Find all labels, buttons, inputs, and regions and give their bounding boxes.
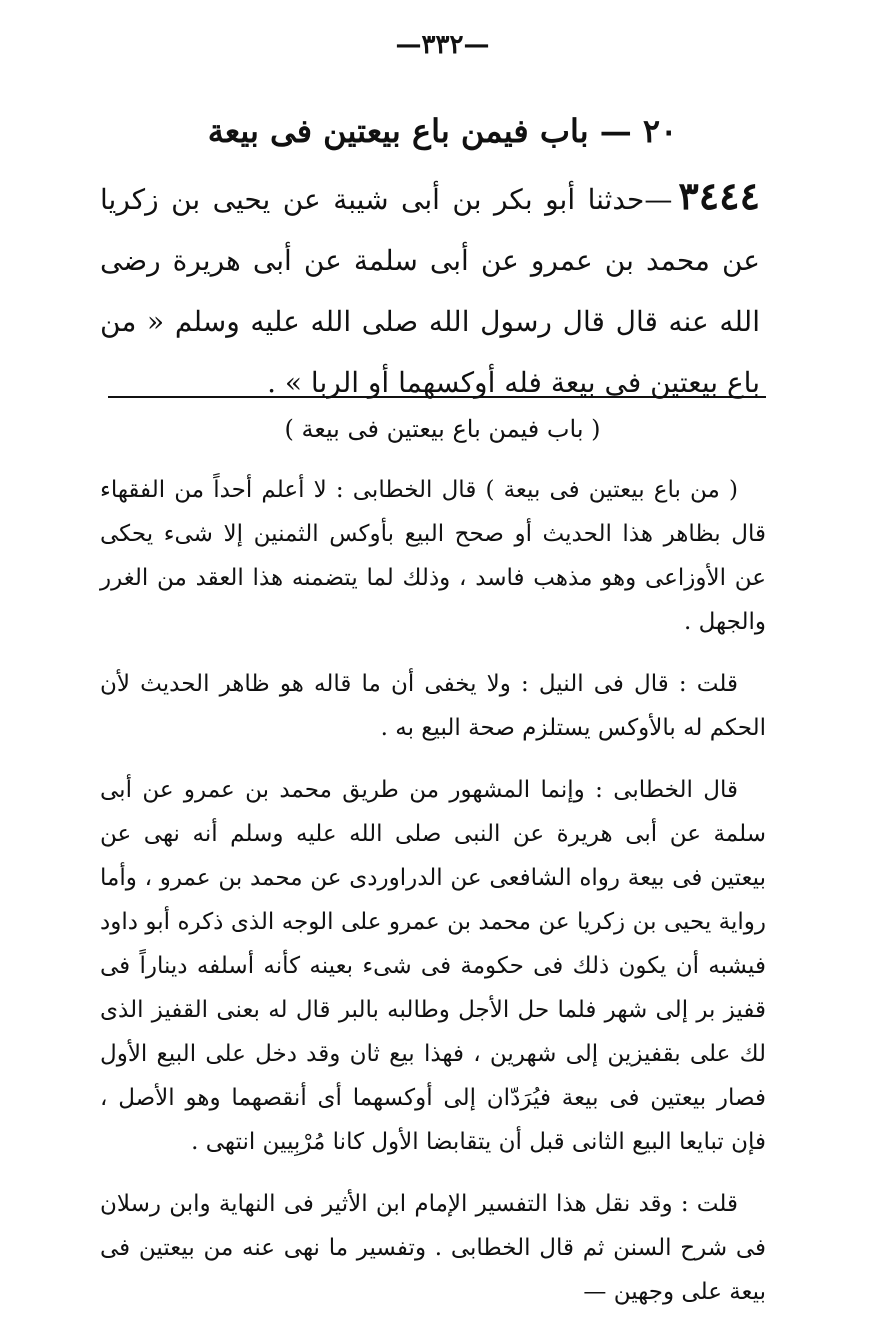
hadith-block <box>100 165 760 413</box>
commentary-heading: ( باب فيمن باع بيعتين فى بيعة ) <box>284 415 601 443</box>
page-number: —٣٣٢— <box>395 30 490 60</box>
commentary-paragraph: قلت : قال فى النيل : ولا يخفى أن ما قاله هو ظاهر الحديث لأن الحكم له بالأوكس يستلزم صحة البيع به . <box>100 671 766 741</box>
hadith-number: ٣٤٤٤ <box>678 173 760 218</box>
commentary-paragraph: قال الخطابى : وإنما المشهور من طريق محمد بن عمرو عن أبى سلمة عن أبى هريرة عن النبى صلى الله عليه وسلم أنه نهى عن بيعتين فى بيعة رواه الشافعى عن الدراوردى عن محمد بن عمرو ، وأما رواية يحيى بن زكريا عن محمد بن عمرو على الوجه الذى ذكره أبو داود فيشبه أن يكون ذلك فى حكومة فى شىء بعينه كأنه أسلفه ديناراً فى قفيز بر إلى شهر فلما حل الأجل وطالبه بالبر قال له بعنى القفيز الذى لك على بقفيزين إلى شهرين ، فهذا بيع ثان وقد دخل على البيع الأول فصار بيعتين فى بيعة فيُرَدّان إلى أوكسهما أى أنقصهما وهو الأصل ، فإن تبايعا البيع الثانى قبل أن يتقابضا الأول كانا مُرْبِيين انتهى . <box>100 777 766 1155</box>
divider-line <box>108 396 766 398</box>
commentary-paragraph: ( من باع بيعتين فى بيعة ) قال الخطابى : لا أعلم أحداً من الفقهاء قال بظاهر هذا الحديث أو صحح البيع بأوكس الثمنين إلا شىء يحكى عن الأوزاعى وهو مذهب فاسد ، وذلك لما يتضمنه هذا العقد من الغرر والجهل . <box>100 477 766 635</box>
commentary-paragraph: قلت : وقد نقل هذا التفسير الإمام ابن الأثير فى النهاية وابن رسلان فى شرح السنن ثم قال الخطابى . وتفسير ما نهى عنه من بيعتين فى بيعة على وجهين — <box>100 1191 766 1305</box>
commentary-section <box>100 468 766 1332</box>
chapter-title: ٢٠ — باب فيمن باع بيعتين فى بيعة <box>207 112 678 150</box>
hadith-text: —حدثنا أبو بكر بن أبى شيبة عن يحيى بن زكريا عن محمد بن عمرو عن أبى سلمة عن أبى هريرة رضى الله عنه قال قال رسول الله صلى الله عليه وسلم « من باع بيعتين فى بيعة فله أوكسهما أو الربا » . <box>100 183 760 399</box>
